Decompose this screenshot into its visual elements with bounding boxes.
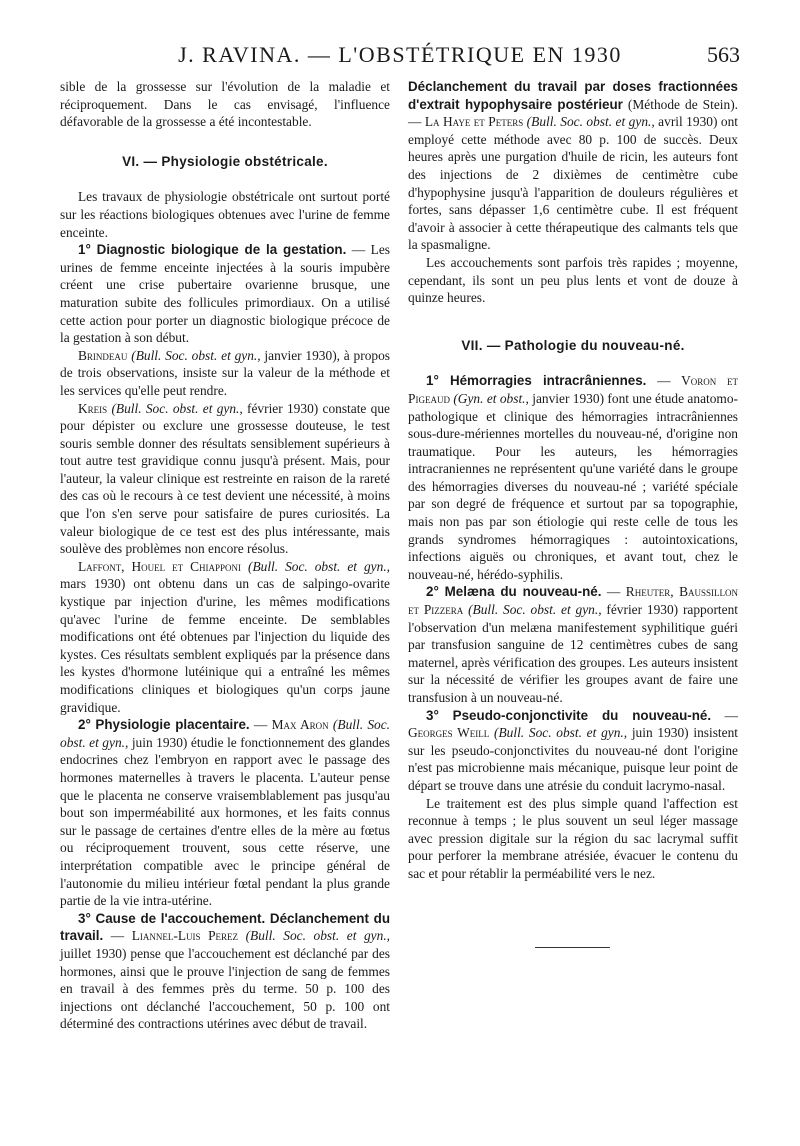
ref-rheuter: (Bull. Soc. obst. et gyn., (463, 602, 602, 618)
paragraph-melaena (408, 583, 738, 706)
paragraph-traitement: Le traitement est des plus simple quand l'affection est reconnue à temps ; le plus souvent un seul léger massage avec pression digitale sur la région du sac lacrymal suffit pour perforer la membrane atrésiée, évacuer le contenu du sac et pour rétablir la perméabilité vers le nez. (408, 795, 738, 881)
paragraph-declanchement (408, 78, 738, 254)
text-aron: juin 1930) étudie le fonctionnement des glandes endocrines chez l'embryon en rapport avec le passage des hormones maternelles à travers le placenta. L'auteur pense que le placenta ne conserve vraisemblablement pas jusqu'au bout son imperméabilité aux hormones, et les faits connus sur le passage de certaines d'entre elles de la mère au fœtus ou réciproquement trouvent, sous cette réserve, une interprétation compatible avec le principe général de l'autonomie du milieu intérieur fœtal pendant la plus grande partie de la vie intra-utérine. (60, 734, 390, 909)
subheading-conjonctivite: 3° Pseudo-conjonctivite du nouveau-né. (426, 707, 712, 723)
paragraph-conjonctivite (408, 707, 738, 795)
paragraph-accouchements-rapides: Les accouchements sont parfois très rapides ; moyenne, cependant, ils sont un peu plus lents et vont de douze à quinze heures. (408, 254, 738, 306)
paragraph-kreis (60, 400, 390, 558)
text-weill: juin 1930) insistent sur les pseudo-conjonctivites du nouveau-né dont l'origine n'est pas microbienne mais mécanique, puisque leur point de départ se trouve dans une atrésie du conduit lacrymo-nasal. (408, 725, 738, 793)
ref-brindeau: (Bull. Soc. obst. et gyn., (127, 347, 261, 363)
diagnostic-text: — Les urines de femme enceinte injectées à la souris impubère créent une crise pubertaire ovarienne brusque, une maturation subite des follicules primordiaux. On a utilisé cette action pour porter un diagnostic biologique précoce de la gestation à son début. (60, 242, 391, 346)
text-laffont: mars 1930) ont obtenu dans un cas de salpingo-ovarite kystique par injection d'urine, les mêmes modifications qu'avec l'urine de femme enceinte. De semblables modifications ont été obtenues par l'injection du liquide des kystes. Ces résultats semblent expliqués par la présence dans les kystes d'hormone lutéinique qui a entraîné les mêmes modifications cliniques et biologiques qu'un corps jaune gravidique. (60, 576, 390, 715)
author-brindeau: Brindeau (78, 347, 128, 363)
subheading-accouchement: 3° Cause de l'accouchement. Déclanchement du travail. (60, 910, 390, 944)
end-rule (535, 947, 610, 948)
subheading-declanchement: Déclanchement du travail par doses fractionnées d'extrait hypophysaire postérieur (408, 79, 738, 112)
ref-voron: (Gyn. et obst., (449, 390, 529, 406)
left-column (60, 78, 390, 1033)
paragraph-accouchement (60, 910, 390, 1033)
text-voron: janvier 1930) font une étude anatomo-pathologique et clinique des hémorragies intracrâniennes sous-dure-mériennes mortelles du nouveau-né, d'origine non traumatique. Pour les auteurs, les hémorragies intracraniennes ne représentent qu'une variété dans le groupe des hémorragies diverses du nouveau-né ; variété spéciale par son degré de fréquence et surtout par sa topographie, mais non pas par son étiologie qui reste celle de tous les grands syndromes hémorragiques : autointoxications, infections aiguës ou chroniques, et avant tout, chez le nouveau-né, hérédo-syphilis. (408, 390, 738, 582)
author-aron: — Max Aron (249, 717, 329, 733)
paragraph-laffont (60, 558, 390, 716)
paragraph-intro: Les travaux de physiologie obstétricale ont surtout porté sur les réactions biologiques obtenues avec l'urine de femme enceinte. (60, 189, 390, 240)
author-perez: — Liannel-Luis Perez (103, 928, 239, 944)
author-lahaye: — La Haye et Peters (408, 114, 524, 130)
text-perez: juillet 1930) pense que l'accouchement est déclanché par des hormones, ainsi que le prouve l'injection de sang de femmes en travail à des femmes près du terme. 50 p. 100 des injections ont déclanché l'accouchement, 50 p. 100 ont déterminé des contractions utérines avec début de travail. (60, 945, 390, 1032)
ref-laffont: (Bull. Soc. obst. et gyn., (241, 558, 391, 574)
paragraph-diagnostic (60, 241, 390, 347)
text-lahaye: avril 1930) ont employé cette méthode avec 80 p. 100 de succès. Deux heures après une purgation d'huile de ricin, les auteurs font des injections de 2 dixièmes de centimètre cube d'hypophysine jusqu'à l'apparition de douleurs régulières et fortes, sans dépasser 1,6 centimètre cube. Il est fréquent d'avoir à associer à cette thérapeutique des calmants tels que la spasmaligne. (408, 114, 739, 253)
author-laffont: Laffont, Houel et Chiapponi (78, 558, 242, 574)
subheading-diagnostic: 1° Diagnostic biologique de la gestation. (78, 242, 347, 258)
text-brindeau: janvier 1930), à propos de trois observations, insiste sur la valeur de la méthode et les services qu'elle peut rendre. (60, 347, 390, 398)
paragraph-continued: sible de la grossesse sur l'évolution de la maladie et réciproquement. Dans le cas envisagé, l'influence défavorable de la grossesse a été incontestable. (60, 79, 390, 130)
method-stein: (Méthode de Stein). (622, 96, 739, 112)
paragraph-placentaire (60, 716, 390, 910)
subheading-hemorragies: 1° Hémorragies intracrâniennes. (426, 373, 647, 389)
right-column (408, 78, 738, 883)
ref-perez: (Bull. Soc. obst. et gyn., (238, 928, 391, 944)
ref-weill: (Bull. Soc. obst. et gyn., (489, 725, 628, 741)
running-title: J. RAVINA. — L'OBSTÉTRIQUE EN 1930 (178, 42, 622, 67)
author-voron: — Voron et Pigeaud (408, 373, 738, 406)
author-weill: — Georges Weill (408, 707, 738, 741)
paragraph-hemorragies (408, 372, 738, 583)
author-kreis: Kreis (78, 400, 108, 416)
text-rheuter: février 1930) rapportent l'observation d'un melæna manifestement syphilitique guéri par transfusion sanguine de 12 centimètres cubes de sang maternel, après vérification des groupes. Les auteurs insistent sur la nécessité de vérifier les groupes avant de faire une transfusion à un nouveau-né. (408, 602, 738, 705)
subheading-placentaire: 2° Physiologie placentaire. (78, 717, 250, 733)
section-heading-vii: VII. — Pathologie du nouveau-né. (461, 337, 685, 353)
running-header (60, 40, 740, 70)
subheading-melaena: 2° Melæna du nouveau-né. (426, 584, 602, 600)
text-kreis: février 1930) constate que pour dépister ou exclure une grossesse douteuse, le test souris semble donner des résultats sensiblement supérieurs à tout autre test gravidique connu jusqu'à présent. Mais, pour l'auteur, la valeur clinique est restreinte en raison de la rareté des cas où le recours à ce test devient une nécessité, à moins que l'on s'en serve pour satisfaire de pures curiosités. La valeur biologique de ce test est des plus intéressante, mais soulève des problèmes non encore résolus. (60, 400, 390, 557)
ref-kreis: (Bull. Soc. obst. et gyn., (107, 400, 243, 416)
section-heading-vi: VI. — Physiologie obstétricale. (122, 153, 328, 169)
paragraph-brindeau (60, 347, 390, 400)
page-number: 563 (707, 42, 740, 67)
ref-aron: (Bull. Soc. obst. et gyn., (60, 717, 390, 750)
author-rheuter: — Rheuter, Baussillon et Pizzera (408, 584, 738, 618)
ref-lahaye: (Bull. Soc. obst. et gyn., (523, 114, 655, 130)
